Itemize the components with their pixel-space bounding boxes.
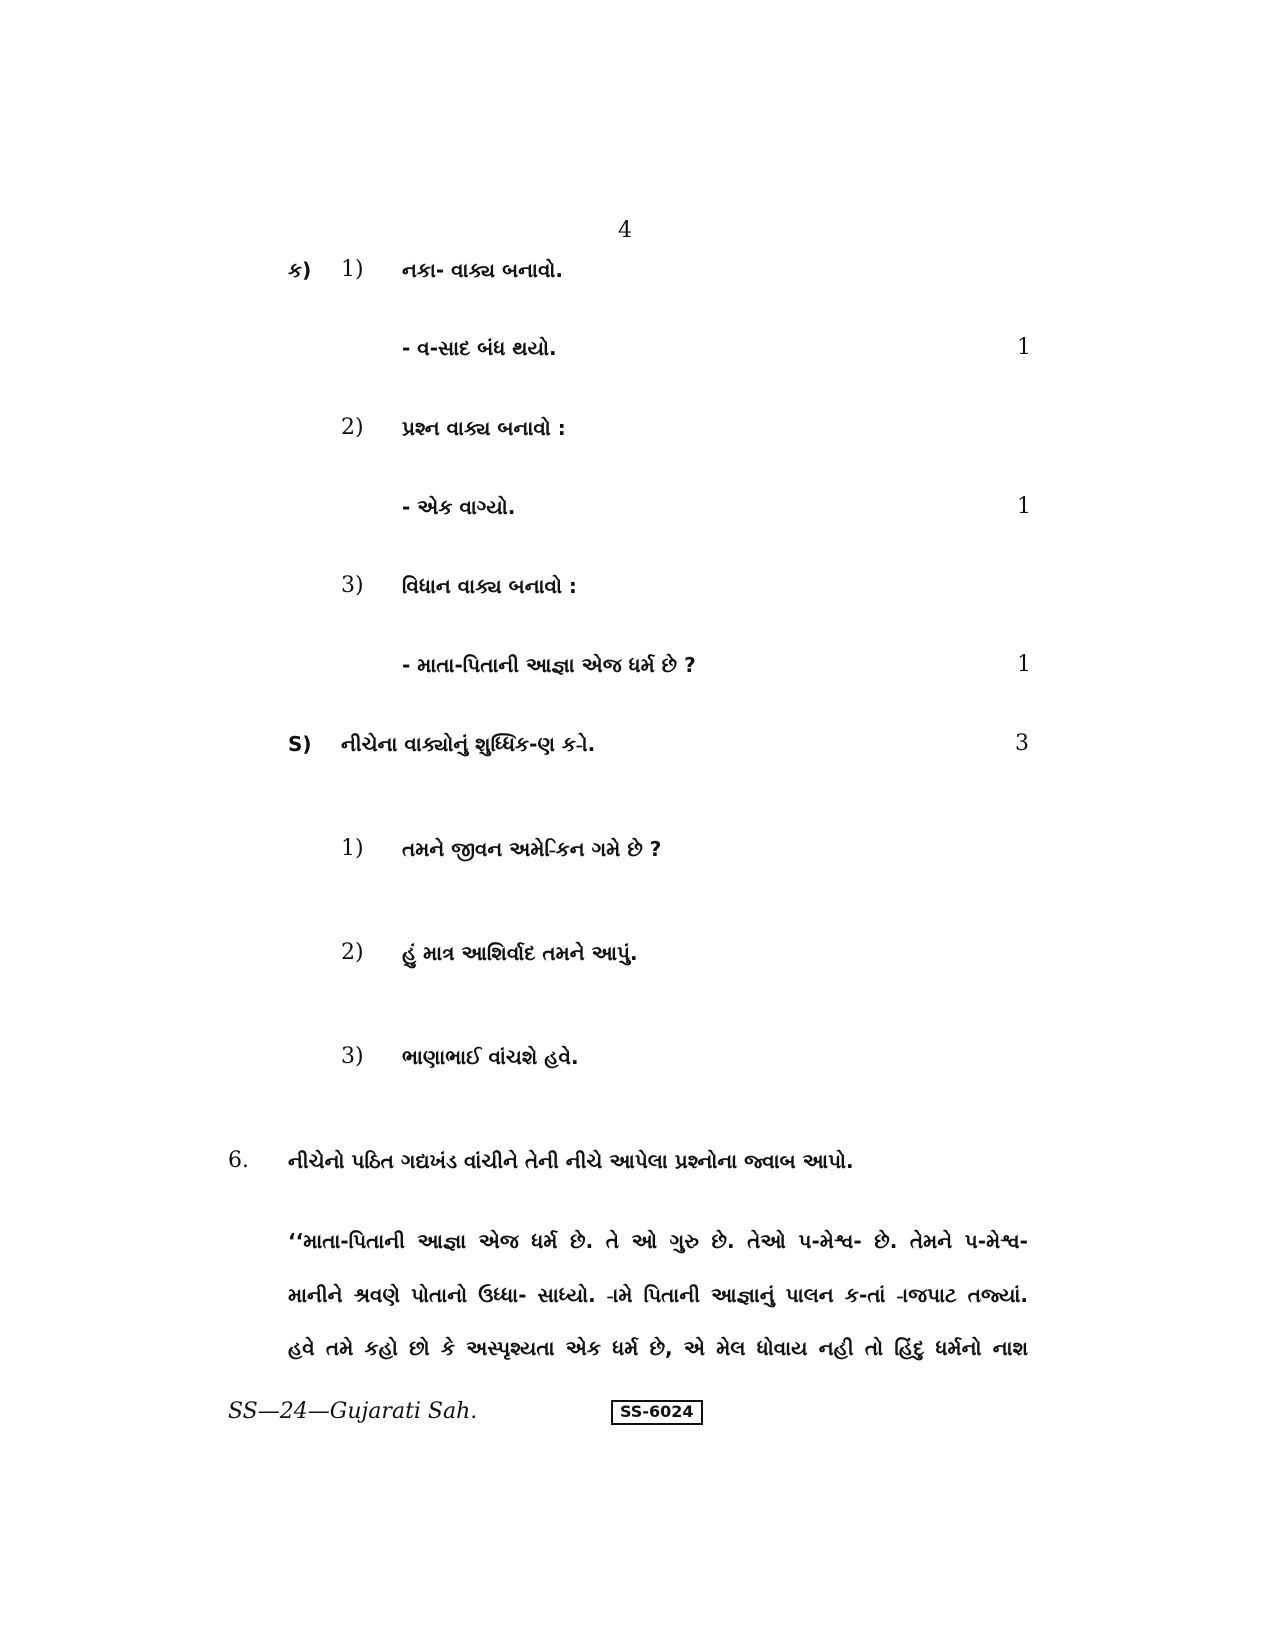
section-s-label: S) (288, 732, 312, 756)
section-k-item-1-number: 1) (341, 257, 364, 282)
question-6-number: 6. (228, 1148, 249, 1173)
section-k-item-2-instruction: પ્રશ્ન વાક્ય બનાવો : (402, 416, 566, 440)
passage-line-3: હવે તમે કહો છો કે અસ્પૃશ્યતા એક ધર્મ છે, એ મેલ ધોવાય નહી તો હિંદુ ધર્મનો નાશ (288, 1336, 1028, 1360)
section-s-item-2-text: હું માત્ર આશિર્વાદ તમને આપું. (402, 941, 638, 965)
footer-subject-code: SS—24—Gujarati Sah. (228, 1399, 478, 1424)
passage-line-2: માનીને શ્રવણે પોતાનો ઉધ્ધા- સાધ્યો. -ામે પિતાની આજ્ઞાનું પાલન ક-તાં -ાજપાટ તજ્યાં. (288, 1283, 1028, 1307)
section-s-item-2-number: 2) (341, 940, 364, 965)
page-number: 4 (618, 218, 632, 243)
section-s-item-3-text: ભાણાભાઈ વાંચશે હવે. (402, 1045, 579, 1069)
section-k-item-1-sentence: - વ-સાદ બંધ થયો. (402, 336, 557, 360)
section-s-item-1-number: 1) (341, 836, 364, 861)
section-k-item-1-marks: 1 (1017, 335, 1031, 360)
section-k-item-2-marks: 1 (1017, 494, 1031, 519)
question-6-instruction: નીચેનો પઠિત ગદ્યખંડ વાંચીને તેની નીચે આપેલા પ્રશ્નોના જ્વાબ આપો. (288, 1149, 854, 1173)
section-s-item-3-number: 3) (341, 1044, 364, 1069)
section-k-label: ક) (288, 258, 312, 282)
section-s-instruction: નીચેના વાક્યોનું શુધ્ધિક-ણ ક-ો. (341, 732, 596, 756)
section-k-item-1-instruction: નકા- વાક્ય બનાવો. (402, 258, 564, 282)
footer-paper-code: SS-6024 (611, 1400, 703, 1425)
section-k-item-3-instruction: વિધાન વાક્ય બનાવો : (402, 574, 577, 598)
section-s-item-1-text: તમને જીવન અમે-િકન ગમે છે ? (402, 837, 662, 861)
passage-line-1: ‘‘માતા-પિતાની આજ્ઞા એજ ધર્મ છે. તે ઓ ગુરુ છે. તેઓ પ-મેશ્વ- છે. તેમને પ-મેશ્વ- (288, 1229, 1028, 1253)
section-k-item-2-number: 2) (341, 415, 364, 440)
section-k-item-3-number: 3) (341, 573, 364, 598)
section-k-item-2-sentence: - એક વાગ્યો. (402, 495, 516, 519)
section-s-marks: 3 (1015, 731, 1029, 756)
section-k-item-3-marks: 1 (1017, 652, 1031, 677)
section-k-item-3-sentence: - માતા-પિતાની આજ્ઞા એજ ધર્મ છે ? (402, 653, 696, 677)
